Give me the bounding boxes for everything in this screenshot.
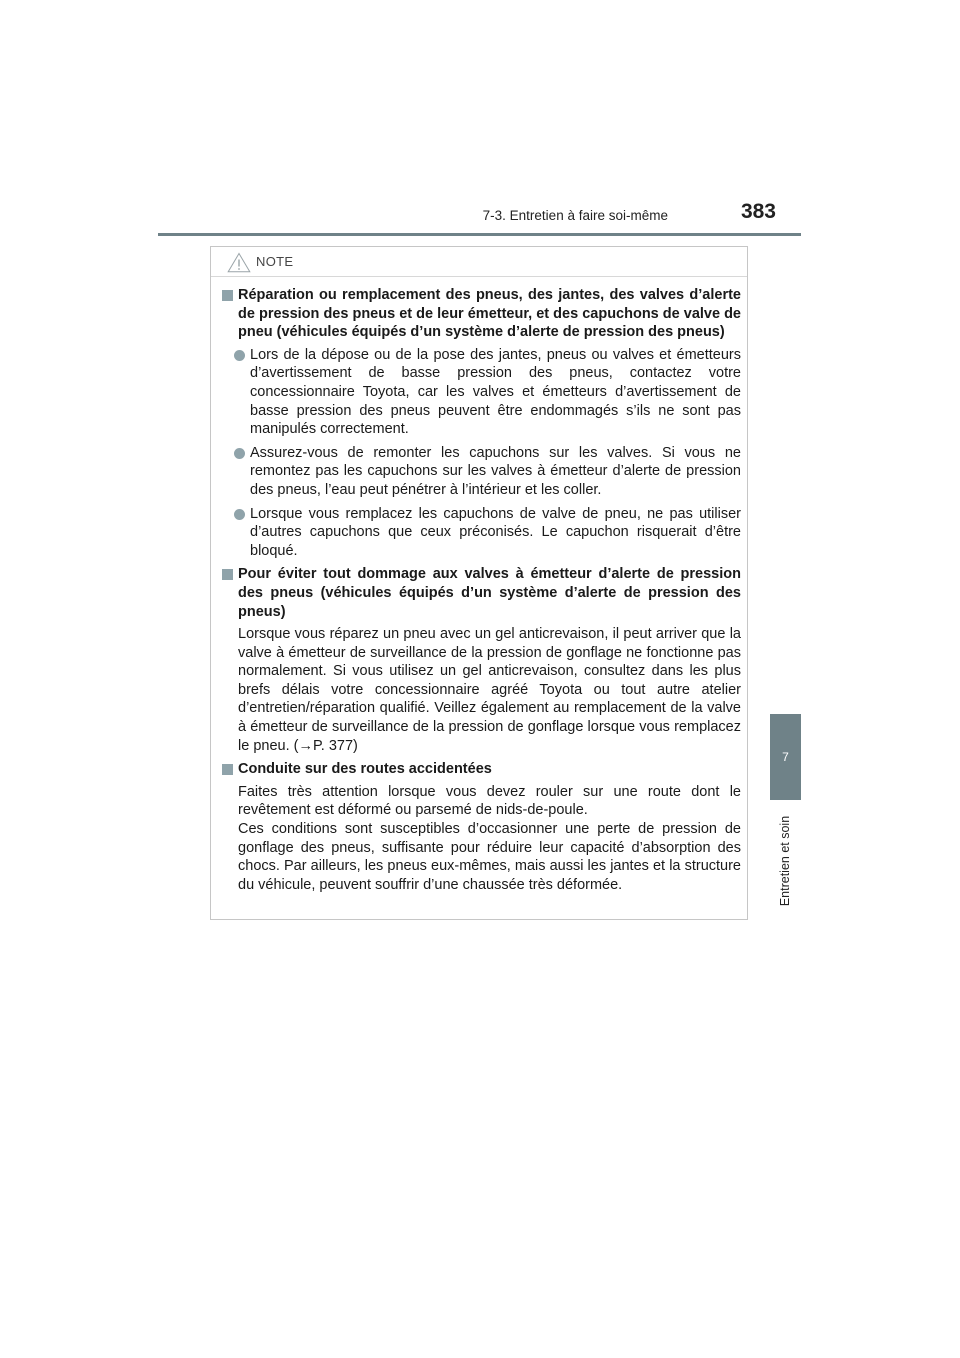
bullet-item: [219, 444, 741, 500]
note-heading: [219, 286, 741, 342]
bullet-text: Lors de la dépose ou de la pose des jantes, pneus ou valves et émetteurs d’avertissement de basse pression des pneus, contactez votre concessionnaire Toyota, car les valves et émetteurs d’avertissement de basse pression des pneus peuvent être endommagés s’ils ne sont pas manipulés correctement.: [250, 346, 741, 438]
chapter-title: [770, 806, 801, 916]
bullet-text: Lorsque vous remplacez les capuchons de valve de pneu, ne pas utiliser d’autres capuchons que ceux préconisés. Le capuchon risquerait d’être bloqué.: [250, 505, 741, 559]
square-bullet-icon: [222, 569, 233, 580]
note-heading: [219, 565, 741, 621]
header-divider: [158, 233, 801, 236]
circle-bullet-icon: [234, 350, 245, 361]
heading-text: Conduite sur des routes accidentées: [238, 761, 492, 778]
bullet-item: [219, 505, 741, 561]
bullet-item: [219, 346, 741, 439]
heading-text: Pour éviter tout dommage aux valves à émetteur d’alerte de pression des pneus (véhicules équipés d’un système d’alerte de pression des pneus): [238, 566, 741, 620]
note-body: [211, 277, 747, 894]
square-bullet-icon: [222, 290, 233, 301]
warning-triangle-icon: [227, 252, 251, 273]
page-number: 383: [740, 200, 776, 223]
bullet-text: Assurez-vous de remonter les capuchons sur les valves. Si vous ne remontez pas les capuchons sur les valves à émetteur d’alerte de pression des pneus, l’eau peut pénétrer à l’intérieur et les coller.: [250, 444, 741, 498]
circle-bullet-icon: [234, 509, 245, 520]
section-title: 7-3. Entretien à faire soi-même: [482, 208, 668, 223]
heading-text: Réparation ou remplacement des pneus, des jantes, des valves d’alerte de pression des pneus et de leur émetteur, et des capuchons de valve de pneu (véhicules équipés d’un système d’alerte de pression des pneus): [238, 287, 741, 341]
note-box: [210, 246, 748, 920]
paragraph: Ces conditions sont susceptibles d’occasionner une perte de pression de gonflage des pneus, suffisante pour réduire leur capacité d’absorption des chocs. Par ailleurs, les pneus eux-mêmes, mais aussi les jantes et la structure du véhicule, peuvent souffrir d’une chaussée très déformée.: [238, 821, 741, 893]
chapter-tab: [770, 714, 801, 800]
circle-bullet-icon: [234, 448, 245, 459]
chapter-title-text: Entretien et soin: [778, 815, 793, 907]
note-header: [211, 247, 747, 277]
note-heading: [219, 760, 741, 779]
square-bullet-icon: [222, 764, 233, 775]
paragraph: Faites très attention lorsque vous devez rouler sur une route dont le revêtement est déformé ou parsemé de nids-de-poule.: [238, 783, 741, 819]
chapter-number: 7: [782, 750, 789, 764]
paragraph: Lorsque vous réparez un pneu avec un gel anticrevaison, il peut arriver que la valve à émetteur de surveillance de la pression de gonflage ne fonctionne pas normalement. Si vous utilisez un gel anticrevaison, consultez dans les plus brefs délais votre concessionnaire agréé Toyota ou tout autre atelier d’entretien/réparation qualifié. Veillez également au remplacement de la valve à émetteur de surveillance de la pression de gonflage lorsque vous remplacez le pneu. (→P. 377): [238, 626, 741, 754]
note-label: NOTE: [256, 254, 294, 269]
